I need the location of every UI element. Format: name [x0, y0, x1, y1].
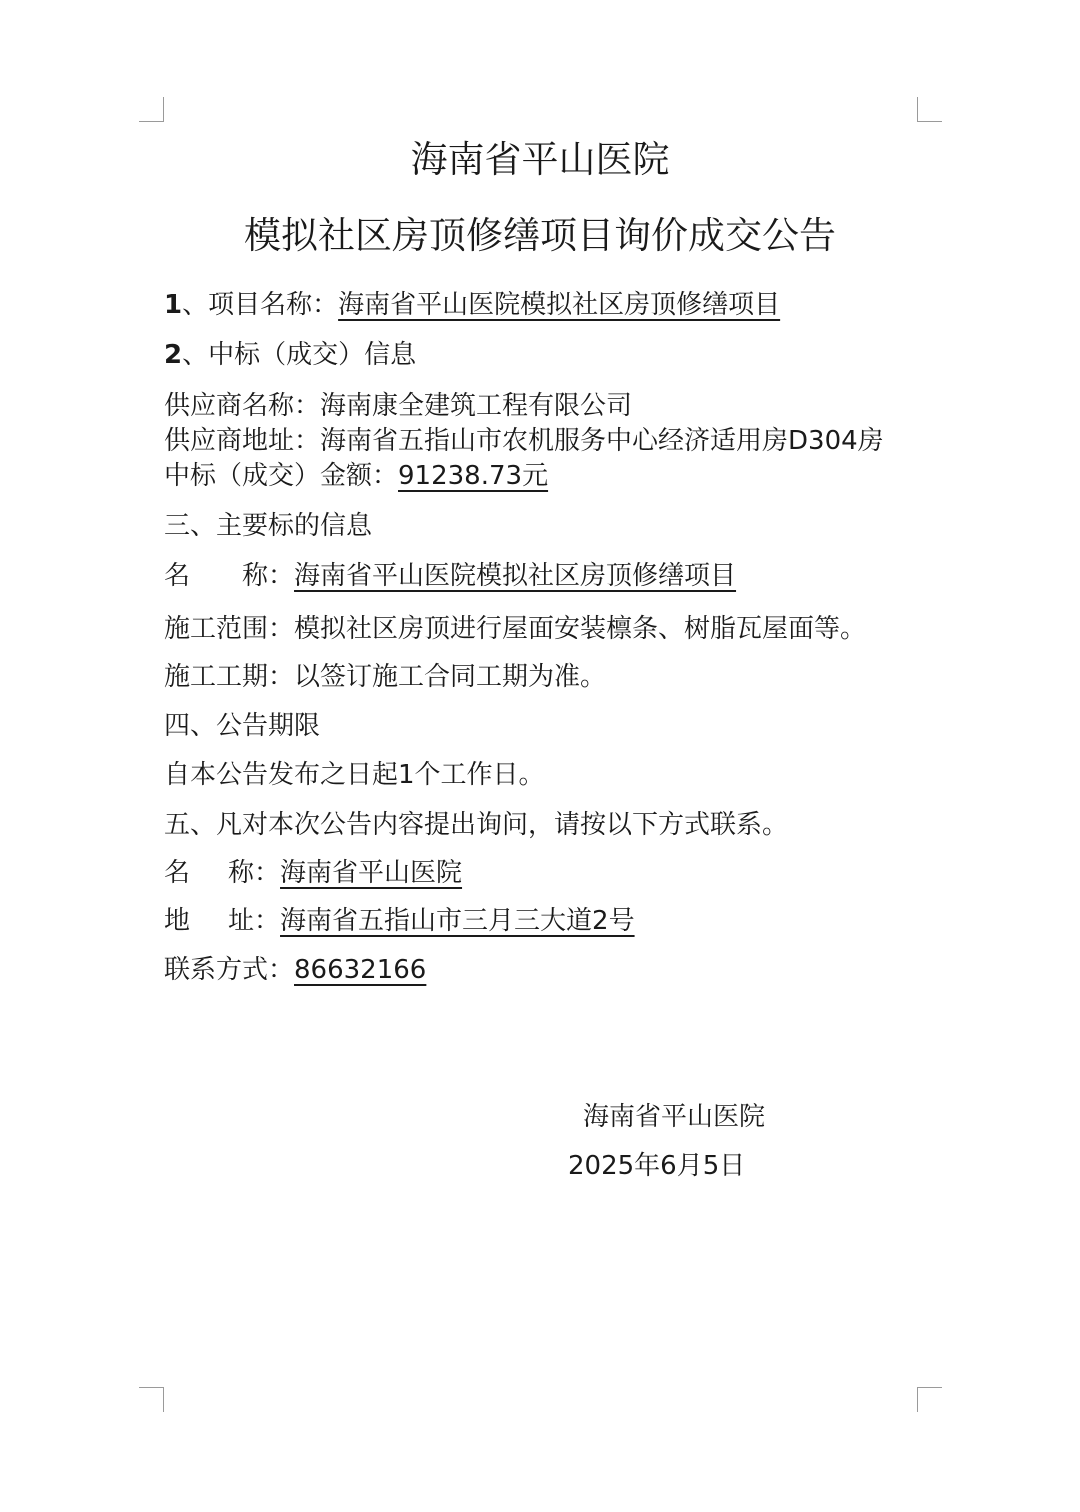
- construction-scope-label: 施工范围：: [164, 614, 295, 644]
- document-title-notice: 模拟社区房顶修缮项目询价成交公告: [244, 214, 836, 257]
- supplier-name-value: 海南康全建筑工程有限公司: [320, 391, 633, 421]
- contact-name-label-2: 称：: [228, 858, 281, 888]
- signature-date: 2025年6月5日: [568, 1151, 746, 1181]
- contact-address-value: 海南省五指山市三月三大道2号: [280, 906, 635, 936]
- project-name-value: 海南省平山医院模拟社区房顶修缮项目: [338, 290, 781, 320]
- award-amount-label: 中标（成交）金额：: [164, 461, 399, 491]
- section-number: 2: [164, 340, 183, 370]
- award-info-label: 、中标（成交）信息: [182, 340, 417, 370]
- section-number: 1: [164, 290, 183, 320]
- crop-mark-top-right: [917, 97, 942, 122]
- award-amount-value: 91238.73元: [398, 461, 549, 491]
- subject-name-label-2: 称：: [242, 561, 295, 591]
- contact-name-value: 海南省平山医院: [280, 858, 463, 888]
- subject-name-value: 海南省平山医院模拟社区房顶修缮项目: [294, 561, 737, 591]
- contact-phone-label: 联系方式：: [164, 955, 295, 985]
- contact-phone-line: [164, 953, 456, 987]
- award-amount-line: [164, 459, 548, 493]
- notice-period-heading: 四、公告期限: [164, 711, 321, 741]
- contact-address-label-1: 地: [164, 906, 191, 936]
- project-name-label: 、项目名称：: [182, 290, 339, 320]
- inquiry-heading: 五、凡对本次公告内容提出询问，请按以下方式联系。: [164, 810, 789, 840]
- document-title-org: 海南省平山医院: [410, 138, 670, 181]
- construction-period-label: 施工工期：: [164, 662, 295, 692]
- notice-period-text: 自本公告发布之日起1个工作日。: [164, 760, 545, 790]
- construction-scope-value: 模拟社区房顶进行屋面安装檩条、树脂瓦屋面等。: [294, 614, 867, 644]
- signature-organization: 海南省平山医院: [583, 1102, 766, 1132]
- contact-phone-value: 86632166: [294, 955, 427, 985]
- supplier-address-value: 海南省五指山市农机服务中心经济适用房D304房: [320, 426, 884, 456]
- contact-address-line: [164, 904, 635, 938]
- contact-address-label-2: 址：: [228, 906, 281, 936]
- contact-name-label-1: 名: [164, 858, 191, 888]
- construction-scope-line: [164, 612, 866, 646]
- award-info-heading: [164, 338, 416, 372]
- supplier-name-label: 供应商名称：: [164, 391, 321, 421]
- supplier-name-line: [164, 389, 632, 423]
- subject-name-line: [164, 559, 736, 593]
- subject-name-label-1: 名: [164, 561, 191, 591]
- supplier-address-label: 供应商地址：: [164, 426, 321, 456]
- project-name-line: [164, 288, 780, 322]
- crop-mark-bottom-right: [917, 1387, 942, 1412]
- subject-info-heading: 三、主要标的信息: [164, 511, 373, 541]
- contact-name-line: [164, 856, 462, 890]
- crop-mark-top-left: [139, 97, 164, 122]
- construction-period-line: [164, 660, 606, 694]
- supplier-address-line: [164, 424, 884, 458]
- construction-period-value: 以签订施工合同工期为准。: [294, 662, 607, 692]
- crop-mark-bottom-left: [139, 1387, 164, 1412]
